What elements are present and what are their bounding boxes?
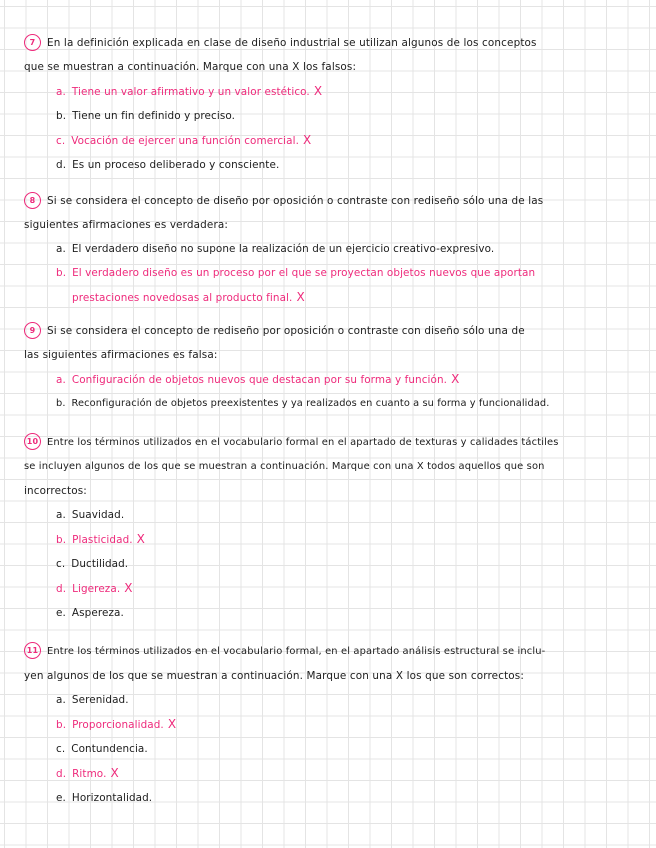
question-stem-line: 8 Si se considera el concepto de diseño por oposición o contraste con rediseño sólo una de las [24,189,640,213]
option-b: b. Plasticidad. X [56,532,145,546]
options-list [56,367,640,416]
option-b: b. Tiene un fin definido y preciso. [56,110,236,122]
question-number-badge: 11 [24,642,41,659]
question-stem-line: 10 Entre los términos utilizados en el vocabulario formal en el apartado de texturas y calidades táctiles [24,431,640,455]
option-d: d. Es un proceso deliberado y consciente. [56,159,280,171]
question-stem-line: 11 Entre los términos utilizados en el vocabulario formal, en el apartado análisis estructural se inclu- [24,640,640,664]
question-stem-line: siguientes afirmaciones es verdadera: [24,219,229,231]
option-a: a. El verdadero diseño no supone la realización de un ejercicio creativo-expresivo. [56,243,495,255]
question-stem-line: se incluyen algunos de los que se muestran a continuación. Marque con una X todos aquellos que son [24,461,545,472]
options-list [56,79,640,177]
option-e: e. Horizontalidad. [56,792,153,804]
question-11 [24,640,640,810]
x-mark: X [296,290,305,304]
option-a: a. Serenidad. [56,694,129,706]
x-mark: X [451,372,460,386]
question-stem-line: 7 En la definición explicada en clase de diseño industrial se utilizan algunos de los conceptos [24,31,640,55]
options-list [56,503,640,625]
question-8 [24,189,640,310]
option-c: c. Contundencia. [56,743,148,755]
option-d: d. Ligereza. X [56,581,133,595]
option-a: a. Suavidad. [56,509,125,521]
option-a: a. Tiene un valor afirmativo y un valor estético. X [56,84,323,98]
x-mark: X [136,532,145,546]
options-list [56,688,640,810]
question-number-badge: 8 [24,192,41,209]
x-mark: X [124,581,133,595]
question-10 [24,431,640,625]
option-b: b. El verdadero diseño es un proceso por el que se proyectan objetos nuevos que aportan [56,267,536,279]
option-d: d. Ritmo. X [56,766,119,780]
x-mark: X [167,717,177,731]
question-stem-line: incorrectos: [24,485,87,497]
question-stem-line: que se muestran a continuación. Marque con una X los falsos: [24,61,357,73]
option-b: b. Proporcionalidad. X [56,717,177,731]
option-b: b. Reconfiguración de objetos preexistentes y ya realizados en cuanto a su forma y funcionalidad. [56,398,550,409]
option-c: c. Ductilidad. [56,558,129,570]
question-stem-line: las siguientes afirmaciones es falsa: [24,349,218,361]
question-7 [24,31,640,177]
question-number-badge: 10 [24,433,41,450]
option-a: a. Configuración de objetos nuevos que destacan por su forma y función. X [56,372,460,386]
question-number-badge: 9 [24,322,41,339]
options-list [56,237,640,310]
x-mark: X [303,133,312,147]
question-stem-line: 9 Si se considera el concepto de rediseño por oposición o contraste con diseño sólo una de [24,319,640,343]
x-mark: X [110,766,119,780]
option-b-continued: prestaciones novedosas al producto final. X [72,290,305,304]
question-stem-line: yen algunos de los que se muestran a continuación. Marque con una X los que son correctos: [24,670,525,682]
question-9 [24,319,640,416]
x-mark: X [313,84,323,98]
option-e: e. Aspereza. [56,607,124,619]
question-number-badge: 7 [24,34,41,51]
option-c: c. Vocación de ejercer una función comercial. X [56,133,312,147]
